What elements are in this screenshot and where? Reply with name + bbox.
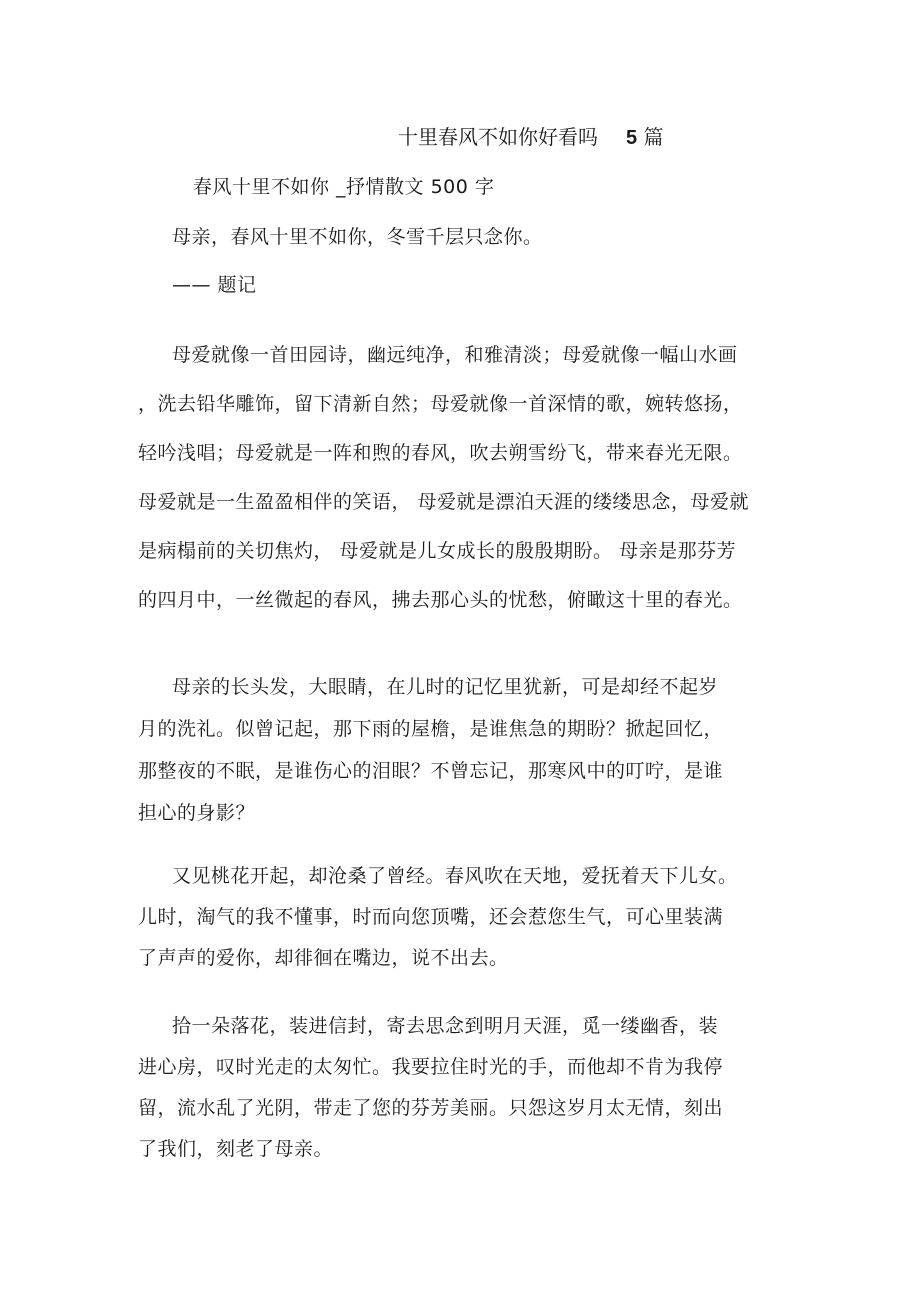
paragraph-line: 母亲的长头发，大眼睛，在儿时的记忆里犹新，可是却经不起岁 [172, 676, 719, 698]
paragraph-line: 那整夜的不眠，是谁伤心的泪眼？不曾忘记，那寒风中的叮咛，是谁 [138, 760, 724, 782]
epigraph: 母亲，春风十里不如你，冬雪千层只念你。 [172, 226, 543, 248]
epigraph-note: —— 题记 [172, 274, 257, 296]
title-count: 5 [626, 127, 638, 149]
paragraph-line: 担心的身影？ [138, 802, 256, 824]
title-count-suffix: 篇 [643, 125, 664, 149]
paragraph-line: 母爱就像一首田园诗，幽远纯净，和雅清淡；母爱就像一幅山水画 [172, 344, 738, 366]
paragraph-line: 月的洗礼。似曾记起，那下雨的屋檐，是谁焦急的期盼？掀起回忆， [138, 718, 724, 740]
subtitle: 春风十里不如你 _抒情散文 500 字 [193, 176, 495, 198]
paragraph-line: 的四月中，一丝微起的春风，拂去那心头的忧愁，俯瞰这十里的春光。 [138, 589, 743, 611]
paragraph-line: 留，流水乱了光阴，带走了您的芬芳美丽。只怨这岁月太无情，刻出 [138, 1097, 724, 1119]
paragraph-line: 拾一朵落花，装进信封，寄去思念到明月天涯，觅一缕幽香，装 [172, 1015, 719, 1037]
paragraph-line: 母爱就是一生盈盈相伴的笑语， 母爱就是漂泊天涯的缕缕思念，母爱就 [138, 491, 750, 513]
paragraph-line: 进心房，叹时光走的太匆忙。我要拉住时光的手，而他却不肯为我停 [138, 1056, 724, 1078]
paragraph-line: 儿时，淘气的我不懂事，时而向您顶嘴，还会惹您生气，可心里装满 [138, 906, 724, 928]
paragraph-line: 又见桃花开起，却沧桑了曾经。春风吹在天地，爱抚着天下儿女。 [172, 865, 738, 887]
paragraph-line: 是病榻前的关切焦灼， 母爱就是儿女成长的殷殷期盼。 母亲是那芬芳 [138, 540, 737, 562]
paragraph-line: ，洗去铅华雕饰，留下清新自然；母爱就像一首深情的歌，婉转悠扬， [138, 393, 743, 415]
paragraph-line: 了我们，刻老了母亲。 [138, 1138, 334, 1160]
title-text: 十里春风不如你好看吗 [398, 125, 598, 149]
document-title [398, 124, 663, 151]
paragraph-line: 轻吟浅唱；母爱就是一阵和煦的春风，吹去朔雪纷飞，带来春光无限。 [138, 442, 743, 464]
paragraph-line: 了声声的爱你，却徘徊在嘴边，说不出去。 [138, 947, 509, 969]
